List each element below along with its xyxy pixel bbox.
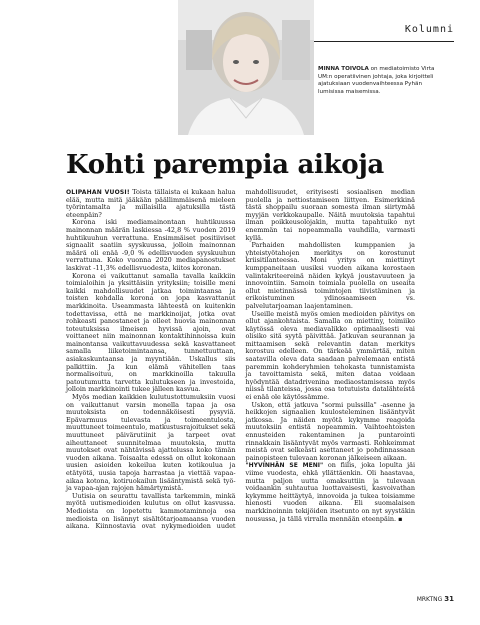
section-lead-in: "HYVINHÄN SE MENI" (245, 462, 324, 470)
article-paragraph: OLIPAHAN VUOSI! Toista tällaista ei kukaan halua elää, mutta mitä jääkään päällimmäisenä mieleen työrintamalta ja millaisilla ajatuksilla tästä eteenpäin? (66, 188, 236, 219)
article-headline: Kohti parempia aikoja (66, 150, 384, 180)
article-paragraph: Uutisia on seurattu tavallista tarkemmin, minkä myötä uutismedioiden kulutus on ollut kasvussa. Medioista on lopetettu kammotaminnoja osa medioista on lisännyt sisältötarjoamaansa vuoden aikana. Kiinnostavia ovat nykymedioiden uudet mahdollisuudet, erityisesti sosiaalisen median puolella ja nettiostamiseen liittyen. Esimerkkinä tästä shoppailu suoraan somesta ilman siirtymää myyjän verkkokaupalle. Näitä muutoksia tapahtui ilman poikkeusolojakin, mutta tapahtuiko nyt enemmän tai nopeammalla vauhdilla, varmasti kyllä. (66, 188, 415, 531)
article-paragraph: Uskon, että jatkuva "sormi pulssilla" -asenne ja heikkojen signaalien kuulosteleminen lisääntyvät jatkossa. Ja näiden myötä kykymme reagoida muutoksiin entistä nopeammin. Vaihtoehtoisten ennusteiden rakentaminen ja puntarointi rinnakkain lisääntyvät myös varmasti. Rohkeimmat meistä ovat selkeästi asettaneet jo pohdinnassaan painopisteen tulevaan koronan jälkeiseen aikaan. (245, 400, 415, 462)
author-photo (178, 0, 314, 135)
article-body (66, 189, 415, 574)
article-paragraph: Myös median kaikkien kulutustottumuksiin vuosi on vaikuttanut varsin monella tapaa ja osa muutoksista on todennäköisesti pysyviä. Epävarmuus tulevasta ja toimeentulosta, muuttuneet toimeentulo, matkustusrajoitukset sekä muuttuneet päivärutiinit ja tarpeet ovat aiheuttaneet suunnitelmaa muutoksia, mutta muutokset ovat nähtävissä ajattelussa koko tämän vuoden aikana. Toisaalta edessä on ollut kokonaan uusien asioiden kokeilua kuten kotikoulua ja etätyötä, uusia tapoja harrastaa ja viettää vapaa-aikaa kotona, kotiruokailun lisääntymistä sekä työ- ja vapaa-ajan rajojen hämärtymistä. (66, 393, 236, 493)
lead-in: OLIPAHAN VUOSI! (66, 189, 130, 196)
article-paragraph: Useille meistä myös omien medioiden päivitys on ollut ajankohtaista. Samalla on miettiny, toimiiko käytössä oleva mediavalikko optimaalisesti vai olisiko sitä syytä päivittää. Jatkuvan seurannan ja mittaamisen sekä relevantin datan merkitys korostuu edelleen. On tärkeää ymmärtää, miten saatavilla oleva data saadaan palvelemaan entistä paremmin kohderyhmien tehokasta tunnistamista ja tavoittamista sekä, miten dataa voidaan hyödyntää datadrivenina mediaostamisessa myös niissä tilanteissa, jossa osa totutuista datalähteistä ei enää ole käytössämme. (245, 309, 415, 402)
article-paragraph: Korona iski mediamainontaan huhtikuussa mainonnan määrän laskiessa -42,8 % vuoden 2019 huhtikuuhun verrattuna. Ensimmäiset positiiviset signaalit saatiin syyskuussa, jolloin mainonnan määrä oli enää -9,0 % edellisvuoden syyskuuhun verrattuna. Koko vuonna 2020 mediapanostukset laskivat -11,3% edellisvuodesta, kiitos koronan. (66, 218, 236, 272)
section-label: Kolumni (404, 24, 454, 35)
author-byline (318, 66, 438, 96)
author-name: MINNA TOIVOLA (318, 66, 369, 72)
magazine-name: MRKTNG (416, 596, 443, 603)
article-paragraph: "HYVINHÄN SE MENI" on fiilis, joka lopulta jäi viime vuodesta, ehkä yllättäenkin. Oli haastavaa, mutta paljon uutta omaksuttiin ja tulevaan voidaankin suhtautua luottavaisesti, kasvoivathan kykymme heittäytyä, innovoida ja tukea toisiamme hienosti vuoden aikana. Eli suomalaisen markkinoinnin tekijöiden itsetunto on nyt syystäkin nousussa, ja tällä virralla mennään eteenpäin. ▪ (245, 461, 416, 523)
page-footer (417, 595, 454, 603)
author-description: on mediatoimisto Virta UM:n operatiivinen johtaja, joka kirjoitteli ajatuksiaan vuodenvaihteessa Pyhän lumisissa maisemissa. (318, 66, 435, 95)
article-paragraph: Korona ei vaikuttanut samalla tavalla kaikkiin toimialoihin ja yksittäisiin yrityksiin; toisille meni kaikki mahdollisuudet jatkaa toimintaansa ja toisten kohdalla korona on jopa kasvattanut markkinoita. Useammasta lähteestä on kuitenkin todettavissa, että ne markkinoijat, jotka ovat rohkeasti panostaneet ja olleet huovia mainonnan toteutuksissa ilmeisen hyvissä ajoin, ovat voittaneet niin mainonnan kontaktihinnoissa kuin mainontansa vaikuttavuudessa sekä kasvattaneet samalla liiketoimintaansa, tunnettuuttaan, asiakaskuntaansa ja myyntiään. Uskallus siis palkittiin. Ja kun elämä vähitellen taas normalisoituu, on markkinoilla takuulla patoutumutta tarvetta kulutukseen ja investoida, jolloin markkinointi tukee jälleen kasvua. (66, 271, 236, 394)
article-paragraph: Parhaiden mahdollisten kumppanien ja yhteistyötahojen merkitys on korostunut kriisitilanteessa. Moni yritys on miettinyt kumppaneitaan uusiksi vuoden aikana korostaen valintakriteereinä näiden kykyä joustavuuteen ja innovointiin. Samoin toimiala puolella on useaita ollut mietinnässä toimintojen tiivistäminen ja erikoistuminen ydinosaamiseen vs. palvelutarjoaman laajentaminen. (245, 241, 415, 310)
section-rule (292, 41, 454, 42)
page-number: 31 (444, 595, 454, 603)
